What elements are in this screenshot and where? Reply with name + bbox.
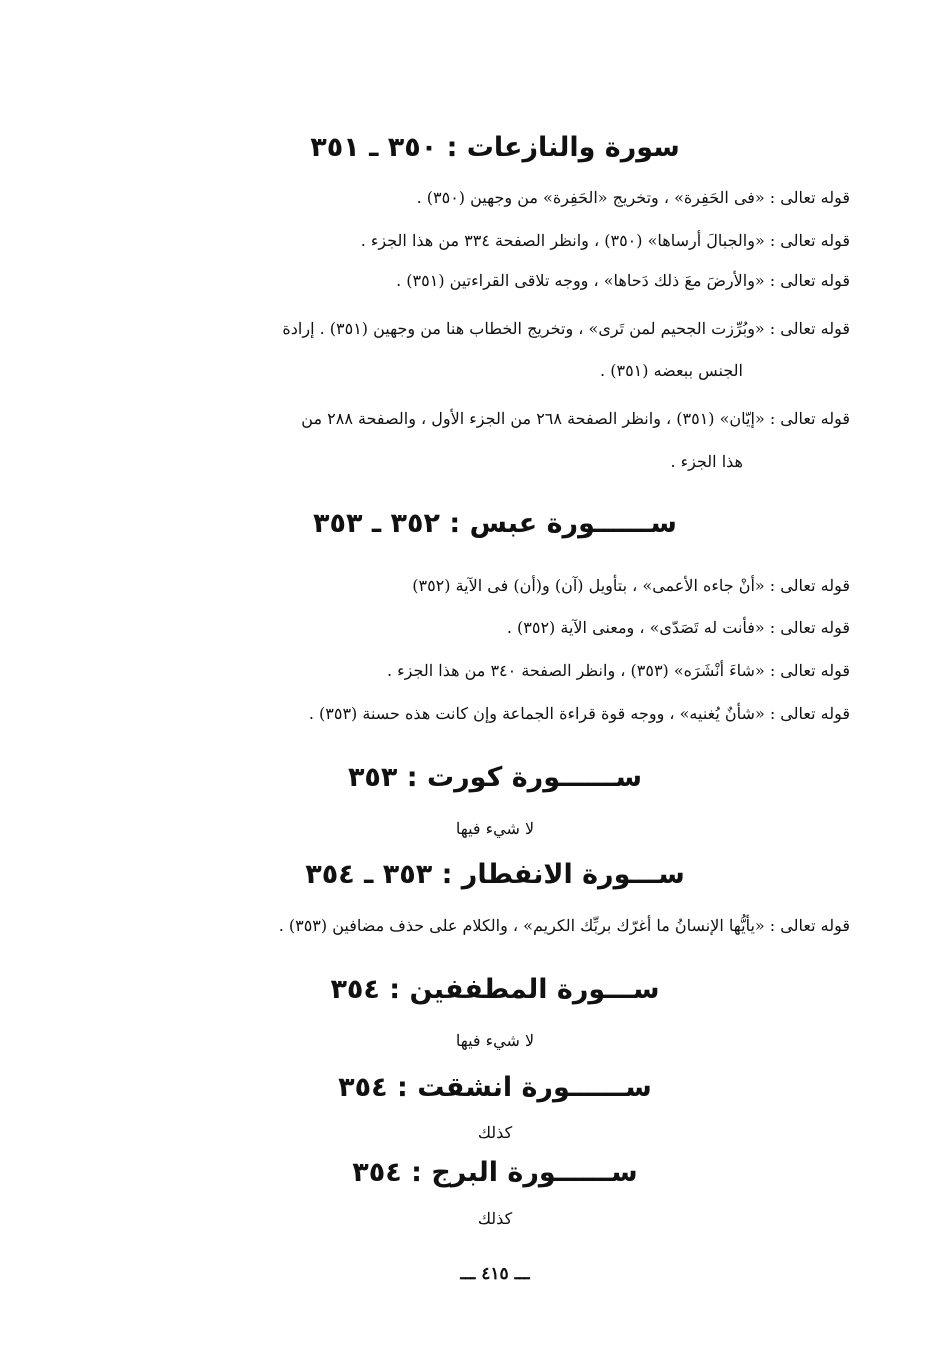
section-note: كذلك [477,1123,513,1142]
surah-heading: ســـورة الانفطار : ٣٥٣ ـ ٣٥٤ [305,859,685,890]
surah-heading: ســـورة المطففين : ٣٥٤ [330,974,660,1005]
entry-line: قوله تعالى : «فأنت له تَصَدّى» ، ومعنى الآية (٣٥٢) . [506,618,850,637]
entry-line: قوله تعالى : «شاءَ أنْشَرَه» (٣٥٣) ، وانظر الصفحة ٣٤٠ من هذا الجزء . [386,661,850,680]
entry-continuation: هذا الجزء . [670,452,743,471]
entry-line: قوله تعالى : «إيّان» (٣٥١) ، وانظر الصفحة ٢٦٨ من الجزء الأول ، والصفحة ٢٨٨ من [301,409,850,428]
page-number: ـــ ٤١٥ ـــ [460,1264,530,1284]
section-note: لا شيء فيها [455,1031,535,1050]
surah-heading: ســــــورة البرج : ٣٥٤ [352,1157,638,1188]
entry-line: قوله تعالى : «فى الحَفِرة» ، وتخريج «الحَفِرة» من وجهين (٣٥٠) . [416,188,850,207]
surah-heading: ســــــورة انشقت : ٣٥٤ [338,1072,652,1103]
entry-continuation: الجنس ببعضه (٣٥١) . [600,361,743,380]
entry-line: قوله تعالى : «يأيُّها الإنسانُ ما أغرّك بربِّك الكريم» ، والكلام على حذف مضافين (٣٥٣) . [278,916,850,935]
entry-line: قوله تعالى : «والأرضَ معَ ذلك دَحاها» ، ووجه تلاقى القراءتين (٣٥١) . [396,271,850,290]
entry-line: قوله تعالى : «شأنٌ يُغنيه» ، ووجه قوة قراءة الجماعة وإن كانت هذه حسنة (٣٥٣) . [308,704,850,723]
section-note: كذلك [477,1209,513,1228]
surah-heading: ســــــورة كورت : ٣٥٣ [347,762,643,793]
surah-heading: سورة والنازعات : ٣٥٠ ـ ٣٥١ [310,132,680,163]
entry-line: قوله تعالى : «والجبالَ أرساها» (٣٥٠) ، وانظر الصفحة ٣٣٤ من هذا الجزء . [360,231,850,250]
surah-heading: ســــــورة عبس : ٣٥٢ ـ ٣٥٣ [313,508,677,539]
entry-line: قوله تعالى : «أنْ جاءه الأعمى» ، بتأويل (آن) و(أن) فى الآية (٣٥٢) [412,576,850,595]
section-note: لا شيء فيها [455,819,535,838]
entry-line: قوله تعالى : «وبُرِّزت الجحيم لمن تَرى» ، وتخريج الخطاب هنا من وجهين (٣٥١) . إرادة [282,319,850,338]
